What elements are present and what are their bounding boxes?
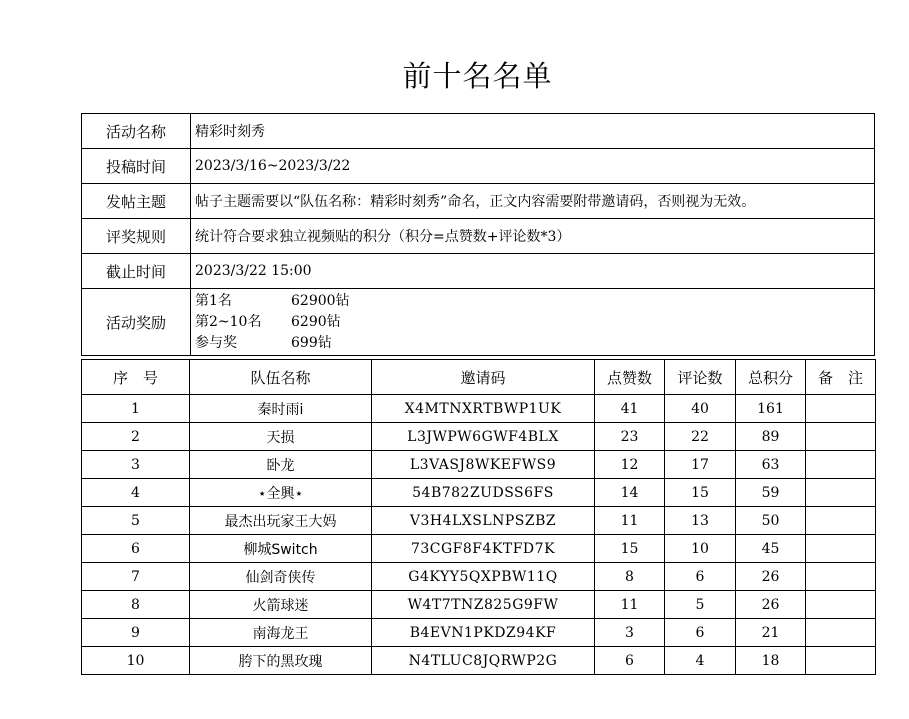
cell-comments: 40 [665, 395, 736, 423]
cell-team: 秦时雨i [190, 395, 372, 423]
cell-code: W4T7TNZ825G9FW [372, 591, 595, 619]
deadline-value: 2023/3/22 15:00 [191, 254, 875, 289]
cell-likes: 11 [595, 507, 665, 535]
cell-no: 7 [82, 563, 190, 591]
header-comments: 评论数 [665, 360, 736, 395]
cell-no: 6 [82, 535, 190, 563]
rules-label: 评奖规则 [82, 219, 191, 254]
cell-team: 天损 [190, 423, 372, 451]
cell-code: 73CGF8F4KTFD7K [372, 535, 595, 563]
cell-no: 4 [82, 479, 190, 507]
table-row [82, 535, 876, 563]
reward-line [195, 291, 874, 312]
table-row [82, 451, 876, 479]
cell-team: 柳城Switch [190, 535, 372, 563]
cell-comments: 10 [665, 535, 736, 563]
cell-total: 89 [736, 423, 806, 451]
cell-team: 胯下的黑玫瑰 [190, 647, 372, 675]
cell-total: 63 [736, 451, 806, 479]
cell-remark [806, 619, 876, 647]
deadline-label: 截止时间 [82, 254, 191, 289]
table-row [82, 479, 876, 507]
cell-comments: 22 [665, 423, 736, 451]
cell-likes: 41 [595, 395, 665, 423]
table-row [82, 507, 876, 535]
cell-no: 8 [82, 591, 190, 619]
cell-no: 5 [82, 507, 190, 535]
reward-line [195, 333, 874, 354]
cell-total: 26 [736, 591, 806, 619]
cell-team: ⋆全興⋆ [190, 479, 372, 507]
cell-comments: 5 [665, 591, 736, 619]
cell-likes: 14 [595, 479, 665, 507]
cell-likes: 11 [595, 591, 665, 619]
cell-remark [806, 451, 876, 479]
cell-remark [806, 479, 876, 507]
header-no: 序 号 [82, 360, 190, 395]
cell-no: 3 [82, 451, 190, 479]
reward-amount: 6290钻 [291, 313, 341, 330]
table-row [82, 647, 876, 675]
cell-code: L3VASJ8WKEFWS9 [372, 451, 595, 479]
reward-amount: 62900钻 [291, 292, 350, 309]
cell-remark [806, 647, 876, 675]
cell-code: N4TLUC8JQRWP2G [372, 647, 595, 675]
cell-team: 卧龙 [190, 451, 372, 479]
activity-name-value: 精彩时刻秀 [191, 114, 875, 149]
cell-likes: 8 [595, 563, 665, 591]
cell-total: 18 [736, 647, 806, 675]
info-row-deadline [82, 254, 875, 289]
cell-likes: 15 [595, 535, 665, 563]
header-code: 邀请码 [372, 360, 595, 395]
page-title: 前十名名单 [402, 59, 553, 93]
header-likes: 点赞数 [595, 360, 665, 395]
cell-comments: 13 [665, 507, 736, 535]
rules-value: 统计符合要求独立视频贴的积分（积分=点赞数+评论数*3） [191, 219, 875, 254]
cell-comments: 4 [665, 647, 736, 675]
activity-info-table [81, 113, 875, 356]
cell-likes: 23 [595, 423, 665, 451]
info-row-rewards [82, 289, 875, 356]
info-row-rules [82, 219, 875, 254]
ranking-table [81, 359, 876, 675]
cell-remark [806, 535, 876, 563]
cell-team: 火箭球迷 [190, 591, 372, 619]
header-team: 队伍名称 [190, 360, 372, 395]
cell-likes: 6 [595, 647, 665, 675]
cell-team: 最杰出玩家王大妈 [190, 507, 372, 535]
cell-code: G4KYY5QXPBW11Q [372, 563, 595, 591]
cell-remark [806, 591, 876, 619]
topic-label: 发帖主题 [82, 184, 191, 219]
table-header-row [82, 360, 876, 395]
activity-name-label: 活动名称 [82, 114, 191, 149]
reward-rank: 参与奖 [195, 334, 237, 351]
cell-total: 45 [736, 535, 806, 563]
reward-line [195, 312, 874, 333]
cell-no: 2 [82, 423, 190, 451]
cell-remark [806, 395, 876, 423]
cell-remark [806, 423, 876, 451]
rewards-label: 活动奖励 [82, 289, 191, 356]
cell-code: L3JWPW6GWF4BLX [372, 423, 595, 451]
cell-code: B4EVN1PKDZ94KF [372, 619, 595, 647]
header-remark: 备 注 [806, 360, 876, 395]
submit-time-value: 2023/3/16~2023/3/22 [191, 149, 875, 184]
cell-total: 59 [736, 479, 806, 507]
cell-code: 54B782ZUDSS6FS [372, 479, 595, 507]
table-row [82, 619, 876, 647]
cell-total: 50 [736, 507, 806, 535]
cell-comments: 6 [665, 563, 736, 591]
submit-time-label: 投稿时间 [82, 149, 191, 184]
cell-likes: 12 [595, 451, 665, 479]
cell-comments: 17 [665, 451, 736, 479]
table-row [82, 423, 876, 451]
cell-total: 26 [736, 563, 806, 591]
header-total: 总积分 [736, 360, 806, 395]
cell-no: 9 [82, 619, 190, 647]
reward-rank: 第1名 [195, 292, 232, 309]
cell-likes: 3 [595, 619, 665, 647]
table-row [82, 563, 876, 591]
cell-team: 南海龙王 [190, 619, 372, 647]
cell-remark [806, 563, 876, 591]
cell-no: 10 [82, 647, 190, 675]
topic-value: 帖子主题需要以“队伍名称：精彩时刻秀”命名，正文内容需要附带邀请码，否则视为无效。 [191, 184, 875, 219]
cell-total: 21 [736, 619, 806, 647]
rewards-value [191, 289, 875, 356]
cell-comments: 15 [665, 479, 736, 507]
table-row [82, 591, 876, 619]
reward-rank: 第2~10名 [195, 313, 262, 330]
cell-comments: 6 [665, 619, 736, 647]
info-row-topic [82, 184, 875, 219]
reward-amount: 699钻 [291, 334, 332, 351]
cell-code: V3H4LXSLNPSZBZ [372, 507, 595, 535]
cell-total: 161 [736, 395, 806, 423]
info-row-submit-time [82, 149, 875, 184]
table-row [82, 395, 876, 423]
cell-team: 仙剑奇侠传 [190, 563, 372, 591]
cell-remark [806, 507, 876, 535]
cell-code: X4MTNXRTBWP1UK [372, 395, 595, 423]
info-row-activity-name [82, 114, 875, 149]
cell-no: 1 [82, 395, 190, 423]
